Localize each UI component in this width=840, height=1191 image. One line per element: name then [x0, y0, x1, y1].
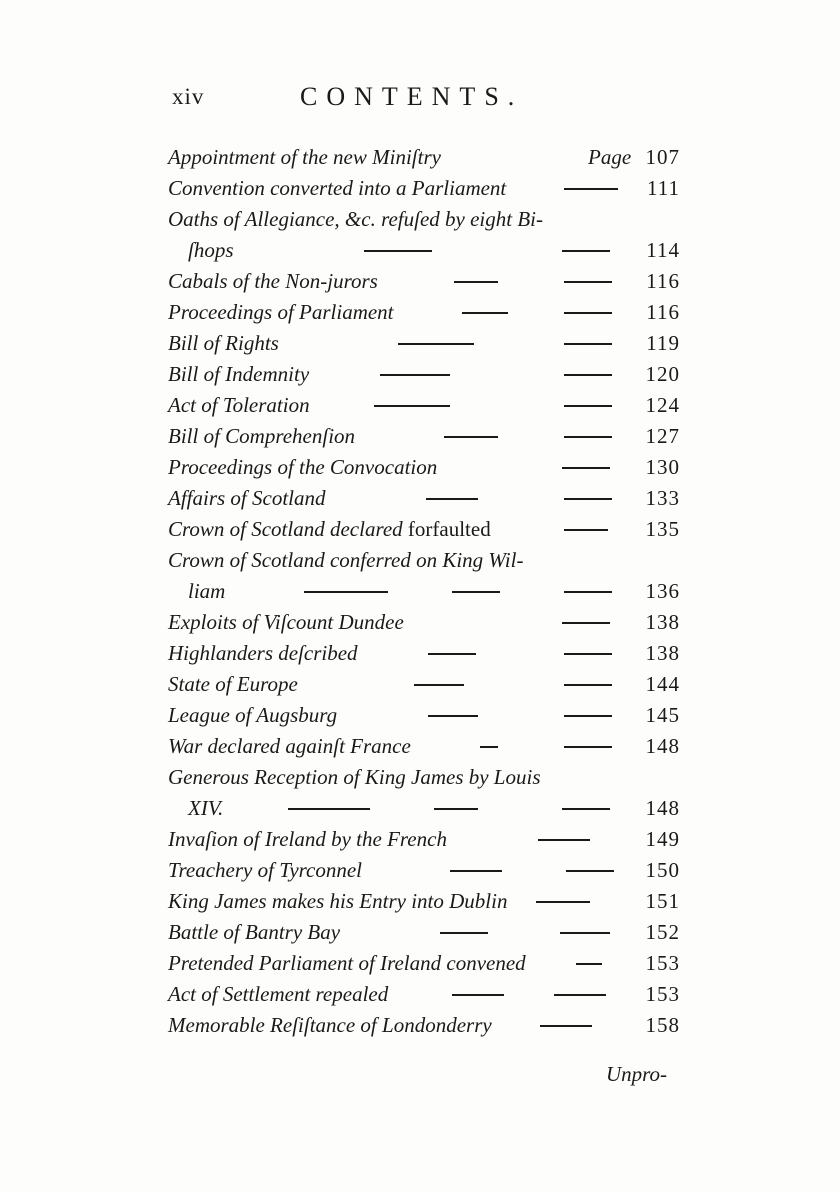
- toc-entry-title: [168, 297, 394, 328]
- toc-entry: [168, 545, 688, 576]
- toc-entry-title: [168, 545, 523, 576]
- toc-entry-title: [168, 979, 388, 1010]
- toc-entry: [168, 204, 688, 235]
- page-number-roman: xiv: [172, 84, 205, 109]
- toc-entry-title: [168, 359, 309, 390]
- leader-dash: [562, 622, 610, 624]
- toc-entry: [168, 638, 688, 669]
- leader-dash: [452, 994, 504, 996]
- toc-entry-title: [168, 917, 340, 948]
- toc-entry-page: 148: [645, 796, 680, 820]
- catchword: Unpro-: [606, 1062, 668, 1086]
- leader-dash: [380, 374, 450, 376]
- toc-entry-page: 116: [646, 300, 680, 324]
- toc-entry-title-text: Appointment of the new Miniſtry: [168, 145, 441, 169]
- toc-entry-title-text: Convention converted into a Parliament: [168, 176, 507, 200]
- toc-entry-title-text: Invaſion of Ireland by the French: [168, 827, 447, 851]
- toc-entry-title-roman: forfaulted: [402, 517, 491, 541]
- toc-entry: [168, 297, 688, 328]
- toc-entry: [168, 390, 688, 421]
- leader-dash: [444, 436, 498, 438]
- toc-entry: [168, 483, 688, 514]
- toc-entry-title-text: Crown of Scotland conferred on King Wil-: [168, 548, 524, 572]
- toc-entry-continuation-line: [168, 793, 688, 824]
- toc-entry: [168, 762, 688, 793]
- leader-dash: [540, 1025, 592, 1027]
- leader-dash: [564, 498, 612, 500]
- leader-dash: [428, 653, 476, 655]
- toc-entry-title: [168, 638, 358, 669]
- toc-entry-title: [168, 824, 447, 855]
- toc-entry-title-text: Crown of Scotland declared: [168, 517, 403, 541]
- leader-dash: [434, 808, 478, 810]
- toc-entry-page: 149: [645, 827, 680, 851]
- toc-entry-title: [168, 142, 441, 173]
- toc-entry-title-text: Bill of Indemnity: [168, 362, 310, 386]
- toc-entry-page: 107: [645, 145, 680, 169]
- toc-entry-title-text: Proceedings of Parliament: [168, 300, 394, 324]
- toc-entry: [168, 979, 688, 1010]
- toc-entry-title: [168, 390, 310, 421]
- toc-entry-title: [168, 948, 526, 979]
- toc-entry-page: 138: [645, 641, 680, 665]
- leader-dash: [536, 901, 590, 903]
- toc-entry-continuation-line: [168, 576, 688, 607]
- leader-dash: [576, 963, 602, 965]
- toc-entry: [168, 359, 688, 390]
- toc-entry-page: 120: [645, 362, 680, 386]
- toc-entry-page: 135: [645, 517, 680, 541]
- toc-entry: [168, 142, 688, 173]
- toc-entry-page: 114: [646, 238, 680, 262]
- leader-dash: [440, 932, 488, 934]
- toc-entry-page: 124: [645, 393, 680, 417]
- toc-entry-page: 116: [646, 269, 680, 293]
- toc-entry: [168, 452, 688, 483]
- toc-entry-page: 119: [646, 331, 680, 355]
- toc-entry-page: 136: [645, 579, 680, 603]
- toc-entry-title-text: Oaths of Allegiance, &c. refuſed by eight Bi-: [168, 207, 543, 231]
- leader-dash: [564, 653, 612, 655]
- leader-dash: [564, 529, 608, 531]
- toc-entry: [168, 607, 688, 638]
- toc-entry-title: [168, 483, 326, 514]
- toc-entry-continuation-line: [168, 235, 688, 266]
- leader-dash: [452, 591, 500, 593]
- leader-dash: [304, 591, 388, 593]
- toc-entry-title: [168, 886, 507, 917]
- toc-entry-page: 148: [645, 734, 680, 758]
- leader-dash: [564, 374, 612, 376]
- leader-dash: [564, 343, 612, 345]
- leader-dash: [538, 839, 590, 841]
- toc-entry-page: 158: [645, 1013, 680, 1037]
- leader-dash: [562, 250, 610, 252]
- toc-entry-title-text: League of Augsburg: [168, 703, 338, 727]
- leader-dash: [564, 312, 612, 314]
- toc-entry-page: 111: [647, 176, 680, 200]
- toc-entry-page: 127: [645, 424, 680, 448]
- leader-dash: [554, 994, 606, 996]
- toc-entry-title-text: Exploits of Viſcount Dundee: [168, 610, 404, 634]
- leader-dash: [398, 343, 474, 345]
- toc-entry-continuation: liam: [188, 579, 226, 603]
- toc-entry-title: [168, 452, 437, 483]
- toc-entry-title: [168, 700, 337, 731]
- leader-dash: [566, 870, 614, 872]
- toc-entry-title: [168, 731, 411, 762]
- toc-entry-page: 130: [645, 455, 680, 479]
- toc-entry-title: [168, 204, 543, 235]
- toc-entry-title: [168, 514, 491, 545]
- toc-entry-title-text: Bill of Comprehenſion: [168, 424, 356, 448]
- toc-entry: [168, 886, 688, 917]
- toc-entry-page: 151: [645, 889, 680, 913]
- toc-entry-title-text: Battle of Bantry Bay: [168, 920, 341, 944]
- toc-entry: [168, 855, 688, 886]
- toc-entry: [168, 948, 688, 979]
- toc-entry-title: [168, 669, 298, 700]
- toc-entry: [168, 700, 688, 731]
- toc-entry-title-text: Act of Toleration: [168, 393, 310, 417]
- leader-dash: [560, 932, 610, 934]
- leader-dash: [564, 188, 618, 190]
- toc-entry: [168, 514, 688, 545]
- page-header: [172, 84, 692, 124]
- toc-entry-title: [168, 266, 378, 297]
- toc-entry-title-text: King James makes his Entry into Dublin: [168, 889, 508, 913]
- leader-dash: [480, 746, 498, 748]
- toc-entry: [168, 421, 688, 452]
- toc-entry-title-text: State of Europe: [168, 672, 298, 696]
- toc-entry-continuation: XIV.: [188, 796, 224, 820]
- page-column-label: Page: [588, 145, 632, 169]
- leader-dash: [462, 312, 508, 314]
- leader-dash: [564, 591, 612, 593]
- toc-entry-title-text: Affairs of Scotland: [168, 486, 326, 510]
- toc-entry: [168, 173, 688, 204]
- toc-entry-title-text: Cabals of the Non-jurors: [168, 269, 378, 293]
- leader-dash: [428, 715, 478, 717]
- toc-entry-title-text: Pretended Parliament of Ireland convened: [168, 951, 526, 975]
- leader-dash: [564, 436, 612, 438]
- leader-dash: [450, 870, 502, 872]
- toc-entry-title: [168, 1010, 492, 1041]
- leader-dash: [288, 808, 370, 810]
- toc-entry-page: 144: [645, 672, 680, 696]
- toc-entry-page: 153: [645, 951, 680, 975]
- leader-dash: [364, 250, 432, 252]
- toc-entry-title-text: Highlanders deſcribed: [168, 641, 358, 665]
- toc-entry: [168, 824, 688, 855]
- leader-dash: [564, 405, 612, 407]
- toc-entry-title: [168, 173, 506, 204]
- toc-entry-continuation: ſhops: [188, 238, 234, 262]
- toc-entry-title: [168, 421, 355, 452]
- toc-entry-title: [168, 762, 541, 793]
- table-of-contents: [168, 142, 688, 1041]
- toc-entry-title-text: Treachery of Tyrconnel: [168, 858, 363, 882]
- toc-entry-title-text: Bill of Rights: [168, 331, 279, 355]
- leader-dash: [414, 684, 464, 686]
- toc-entry-page: 150: [645, 858, 680, 882]
- toc-entry: [168, 917, 688, 948]
- toc-entry-title: [168, 328, 279, 359]
- toc-entry: [168, 328, 688, 359]
- toc-entry-title-text: Generous Reception of King James by Louis: [168, 765, 541, 789]
- leader-dash: [564, 715, 612, 717]
- toc-entry: [168, 731, 688, 762]
- leader-dash: [562, 467, 610, 469]
- toc-entry: [168, 1010, 688, 1041]
- leader-dash: [454, 281, 498, 283]
- toc-entry-page: 152: [645, 920, 680, 944]
- leader-dash: [564, 281, 612, 283]
- leader-dash: [374, 405, 450, 407]
- toc-entry-title-text: Act of Settlement repealed: [168, 982, 389, 1006]
- toc-entry: [168, 669, 688, 700]
- toc-entry-page: 133: [645, 486, 680, 510]
- leader-dash: [564, 684, 612, 686]
- leader-dash: [562, 808, 610, 810]
- toc-entry-title-text: Proceedings of the Convocation: [168, 455, 438, 479]
- leader-dash: [564, 746, 612, 748]
- toc-entry-title-text: Memorable Reſiſtance of Londonderry: [168, 1013, 492, 1037]
- toc-entry-page: 153: [645, 982, 680, 1006]
- leader-dash: [426, 498, 478, 500]
- toc-entry-page: 138: [645, 610, 680, 634]
- toc-entry-title-text: War declared againſt France: [168, 734, 411, 758]
- toc-entry: [168, 266, 688, 297]
- toc-entry-title: [168, 607, 404, 638]
- toc-entry-title: [168, 855, 362, 886]
- running-title: CONTENTS.: [300, 82, 524, 111]
- toc-entry-page: 145: [645, 703, 680, 727]
